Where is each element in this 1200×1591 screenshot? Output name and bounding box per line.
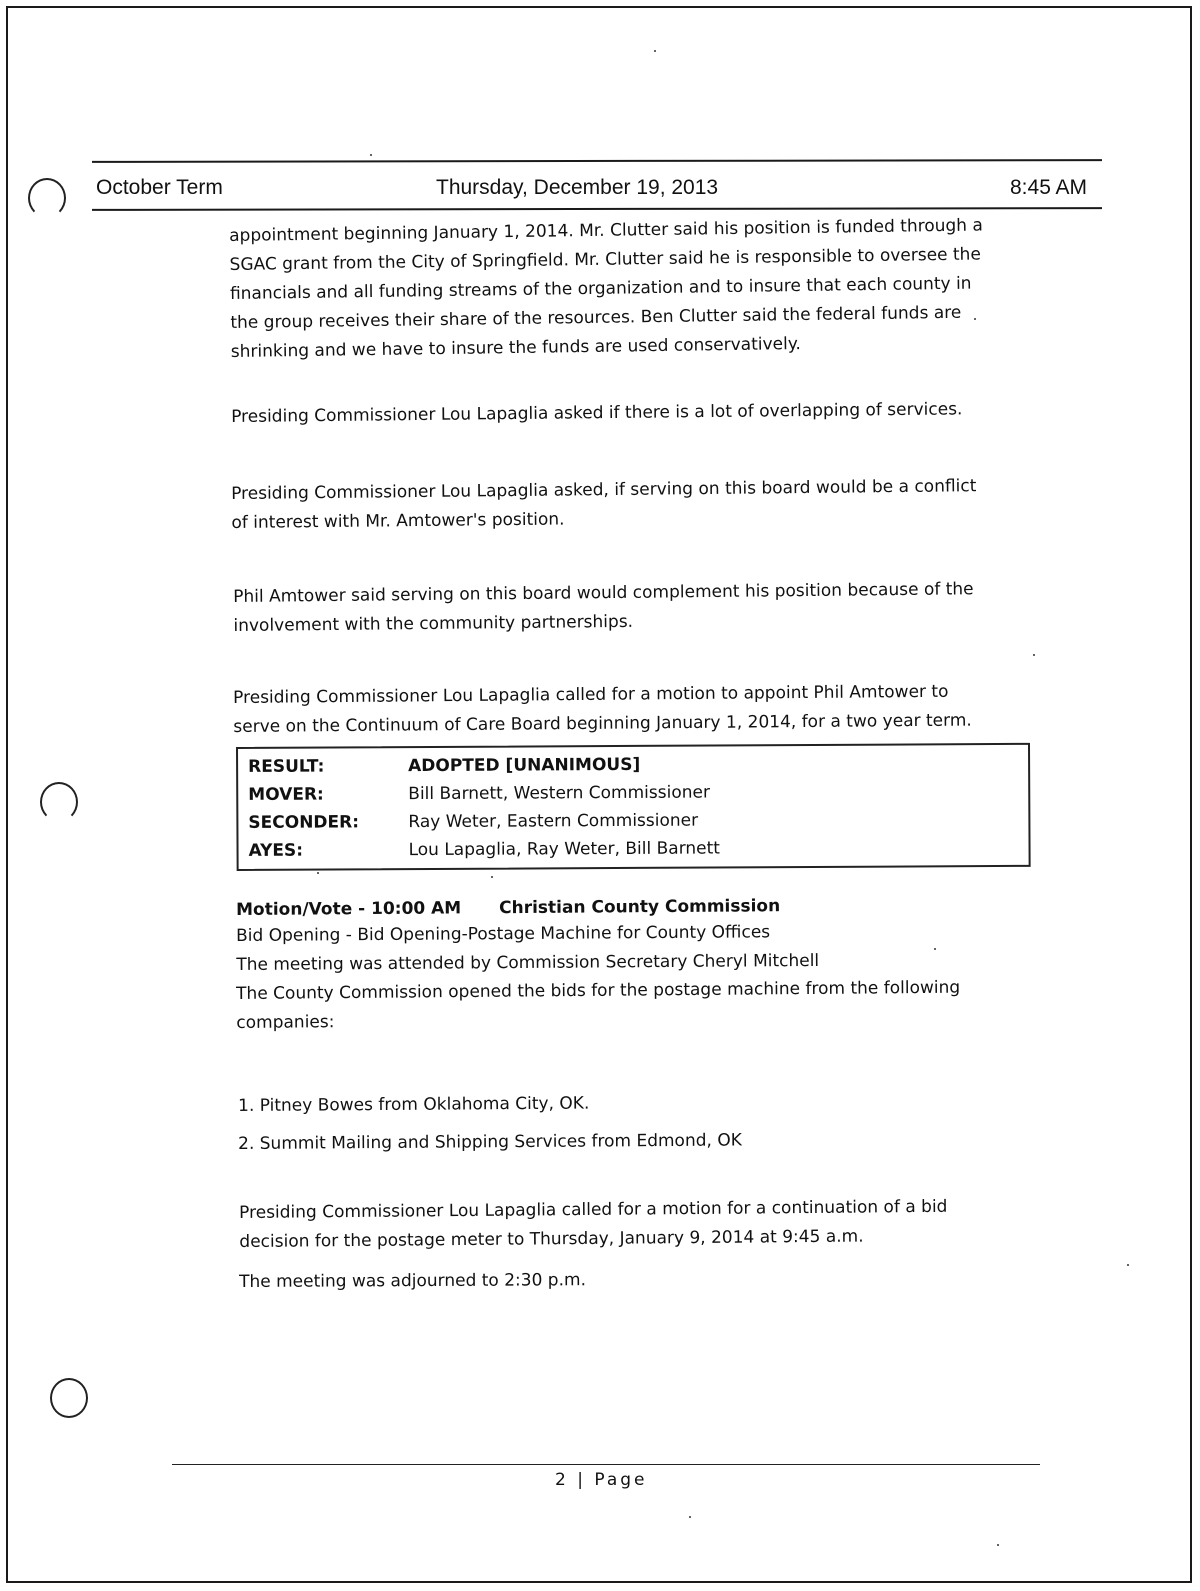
paragraph-continuation: Presiding Commissioner Lou Lapaglia called for a motion for a continuation of a bid decision for the postage meter to Thursday, January 9, 2014 at 9:45 a.m. [239,1196,948,1252]
paragraph-overlapping-services: Presiding Commissioner Lou Lapaglia asked if there is a lot of overlapping of services. [231,399,963,427]
scan-speck [997,1544,999,1546]
header-date: Thursday, December 19, 2013 [436,176,719,199]
paragraph-adjourned: The meeting was adjourned to 2:30 p.m. [239,1270,586,1292]
paragraph-motion-appoint: Presiding Commissioner Lou Lapaglia called for a motion to appoint Phil Amtower to serve on the Continuum of Care Board beginning January 1, 2014, for a two year term. [233,681,972,737]
vote-value: Bill Barnett, Western Commissioner [408,782,710,805]
scan-speck [491,876,493,878]
scan-speck [654,50,656,52]
vote-label: AYES: [248,840,304,861]
scan-speck [1033,654,1035,656]
list-item: 2. Summit Mailing and Shipping Services from Edmond, OK [238,1130,742,1154]
scan-speck [317,872,319,874]
vote-value: Ray Weter, Eastern Commissioner [408,810,699,833]
vote-value: Lou Lapaglia, Ray Weter, Bill Barnett [408,838,720,861]
punch-hole-top [28,178,66,218]
motion-vote-label: Motion/Vote - 10:00 AM [236,898,462,920]
header-term: October Term [96,176,223,199]
scan-speck [1127,1264,1129,1266]
vote-result-box [236,743,1031,871]
paragraph-amtower-response: Phil Amtower said serving on this board would complement his position because of the involvement with the community partnerships. [233,579,974,636]
paragraph-clutter-funding: appointment beginning January 1, 2014. Mr. Clutter said his position is funded through a SGAC grant from the City of Springfield. Mr. Clutter said he is responsible to oversee the financials and all funding streams of the organization and to insure that each county in the group receives their share of the resources. Ben Clutter said the federal funds are shrinking and we have to insure the funds are used conservatively. [229,215,983,362]
vote-label: SECONDER: [248,812,360,833]
punch-hole-middle [40,782,78,822]
punch-hole-bottom [50,1378,88,1418]
footer-rule [172,1464,1040,1465]
motion-vote-heading [236,894,781,924]
paragraph-bid-opening: Bid Opening - Bid Opening-Postage Machine for County Offices The meeting was attended by Commission Secretary Cheryl Mitchell [236,922,820,975]
scan-speck [370,154,372,156]
motion-body-name: Christian County Commission [499,896,781,919]
page-number: 2 | Page [555,1470,648,1490]
scan-speck [689,1516,691,1518]
vote-label: MOVER: [248,784,324,805]
paragraph-bids-intro: The County Commission opened the bids for the postage machine from the following companies: [236,977,961,1033]
list-item: 1. Pitney Bowes from Oklahoma City, OK. [238,1093,590,1116]
header-time: 8:45 AM [1010,176,1088,199]
scan-speck [974,318,976,320]
vote-label: RESULT: [248,756,325,777]
vote-value: ADOPTED [UNANIMOUS] [408,754,641,777]
paragraph-conflict-of-interest: Presiding Commissioner Lou Lapaglia asked, if serving on this board would be a conflict of interest with Mr. Amtower's position. [231,476,977,533]
scan-speck [934,948,936,950]
